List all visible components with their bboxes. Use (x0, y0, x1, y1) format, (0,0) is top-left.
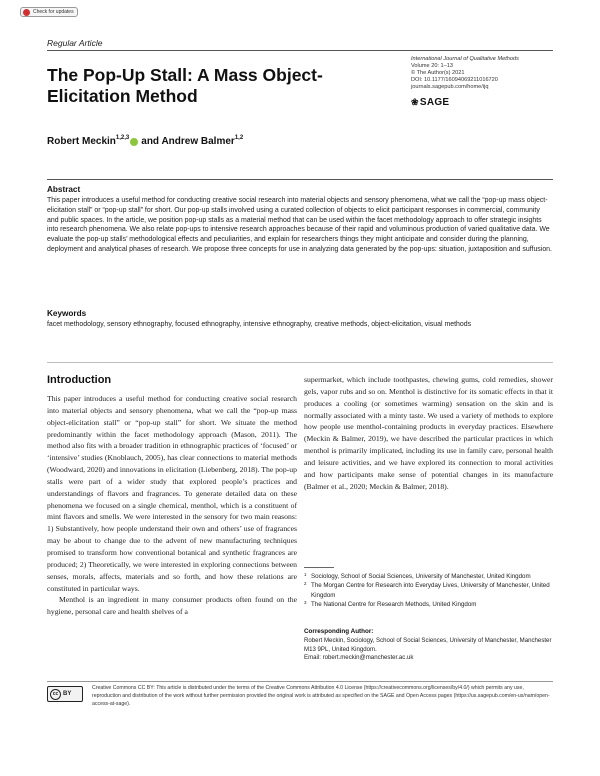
journal-url[interactable]: journals.sagepub.com/home/ijq (411, 84, 489, 90)
abstract-divider (47, 179, 553, 180)
footnote-item: 3 The National Centre for Research Methods, United Kingdom (304, 599, 477, 608)
footnote-item: 2 The Morgan Centre for Research into Everyday Lives, University of Manchester, United Kingdom (304, 581, 550, 599)
journal-doi[interactable]: DOI: 10.1177/16094069211016720 (411, 77, 498, 83)
license-text: Creative Commons CC BY: This article is distributed under the terms of the Creative Commons Attribution 4.0 License (https://creativecommons.org/licenses/by/4.0/) which permits any use, reproduction and distribution of the work without further permission provided the original work is attributed as specified on the SAGE and Open Access pages (https://us.sagepub.com/en-us/nam/open-access-at-sage). (92, 685, 550, 707)
introduction-heading: Introduction (47, 374, 112, 386)
footnote-item: 1 Sociology, School of Social Sciences, University of Manchester, United Kingdom (304, 572, 531, 580)
corresponding-author-heading: Corresponding Author: (304, 628, 374, 635)
author-2-affiliations: 1,2 (234, 134, 244, 141)
journal-volume: Volume 20: 1–13 (411, 63, 453, 69)
author-line (47, 136, 243, 147)
intro-paragraph-continued: supermarket, which include toothpastes, chewing gums, cold remedies, shower gels, vapor rubs and so on. Menthol is distinctive for its somatic effects in that it produces a cooling (or sometimes warming) sensation on the skin and is normally associated with a minty taste. We used a variety of methods to explore how people use menthol-containing products in everyday practices. Elsewhere (Meckin & Balmer, 2019), we have described the particular practices in which menthol is primarily implicated, including its use in family care, personal health and leisure activities, and we have explored its connection to moral activities and how participants make sense of potential changes in its manufacture (Balmer et al., 2020; Meckin & Balmer, 2018). (304, 375, 553, 491)
body-column-left (47, 393, 297, 618)
intro-paragraph-2: Menthol is an ingredient in many consumer products often found on the hygiene, personal care and health shelves of a (47, 595, 297, 617)
footnote-divider (304, 567, 334, 568)
orcid-icon[interactable] (130, 138, 138, 146)
corresponding-author-email[interactable]: Email: robert.meckin@manchester.ac.uk (304, 654, 414, 662)
journal-name: International Journal of Qualitative Methods (411, 56, 519, 62)
cc-icon: cc (50, 689, 61, 700)
paper-title: The Pop-Up Stall: A Mass Object-Elicitation Method (47, 65, 323, 106)
sage-logo-icon: ❀ (411, 97, 419, 107)
keywords-text: facet methodology, sensory ethnography, focused ethnography, intensive ethnography, creative methods, object-elicitation, visual methods (47, 321, 472, 328)
abstract-heading: Abstract (47, 185, 81, 194)
sage-logo (411, 97, 449, 108)
abstract-text: This paper introduces a useful method for conducting creative social research into material objects and sensory phenomena, what we call the “pop-up mass object-elicitation stall” or “pop-up stall” for short. Our pop-up stalls involved using a curated collection of objects to elicit participant responses in commercial, community and public spaces. In the article, we position pop-up stalls as a material method that can be used within the facet methodology approach to offer strategic insights into research phenomena. We also relate pop-ups to intensive research approaches because of their rapid and voluminous production of varied qualitative data. We evaluate the pop-up stalls’ methodological effects and peculiarities, and explain for researchers things they might anticipate and consider during the planning, deployment and analytical phases of research. We propose three concepts for use in analyzing data generated by the pop-ups: situation, juxtaposition and suffusion. (47, 197, 552, 253)
corresponding-author-address: Robert Meckin, Sociology, School of Social Sciences, University of Manchester, Manchester M13 9PL, United Kingdom. (304, 637, 552, 653)
check-for-updates-badge[interactable] (20, 7, 78, 17)
intro-paragraph-1: This paper introduces a useful method for conducting creative social research into material objects and sensory phenomena, what we call the “pop-up mass object-elicitation stall” or “pop-up stall” for short. We situate the method predominantly within the facet methodology approach (Mason, 2011). The method also fits with a broader tradition in ethnographic practices of ‘focused’ or ‘intensive’ studies (Knoblauch, 2005), has clear connections to material methods (Woodward, 2020) and innovations in elicitation (Liebenberg, 2018). The pop-up stalls were part of a wider study that explored people’s practices and understandings of flavors and fragrances. To generate detailed data on these phenomena we focused on a single chemical, menthol, which is a constituent of mint flavors and smells. We were interested in the sensory for two main reasons: 1) Substantively, how people understand their own and others’ use of fragrances may be about to change due to the advent of new manufacturing techniques promised to transform how conventional botanical and synthetic fragrances are produced; 2) Theoretically, we were interested in exploring connections between senses, morals, affects, materials and so forth, and how these relations are constituted in particular ways. (47, 394, 297, 593)
corresponding-author-details (304, 637, 553, 663)
header-divider (47, 50, 553, 51)
sage-logo-text: SAGE (419, 97, 450, 108)
article-type: Regular Article (47, 38, 103, 48)
affiliation-footnotes (304, 572, 553, 609)
body-divider (47, 362, 553, 363)
author-1-name: Robert Meckin (47, 136, 116, 147)
journal-info (411, 56, 519, 91)
by-icon: BY (63, 691, 72, 697)
journal-copyright: © The Author(s) 2021 (411, 70, 465, 76)
body-column-right (304, 374, 553, 492)
author-1-affiliations: 1,2,3 (115, 134, 130, 141)
creative-commons-logo[interactable] (47, 686, 83, 702)
check-for-updates-label: Check for updates (33, 9, 74, 15)
author-2-name: and Andrew Balmer (141, 136, 235, 147)
keywords-heading: Keywords (47, 309, 87, 318)
crossmark-icon (23, 9, 30, 16)
license-divider (47, 681, 553, 682)
